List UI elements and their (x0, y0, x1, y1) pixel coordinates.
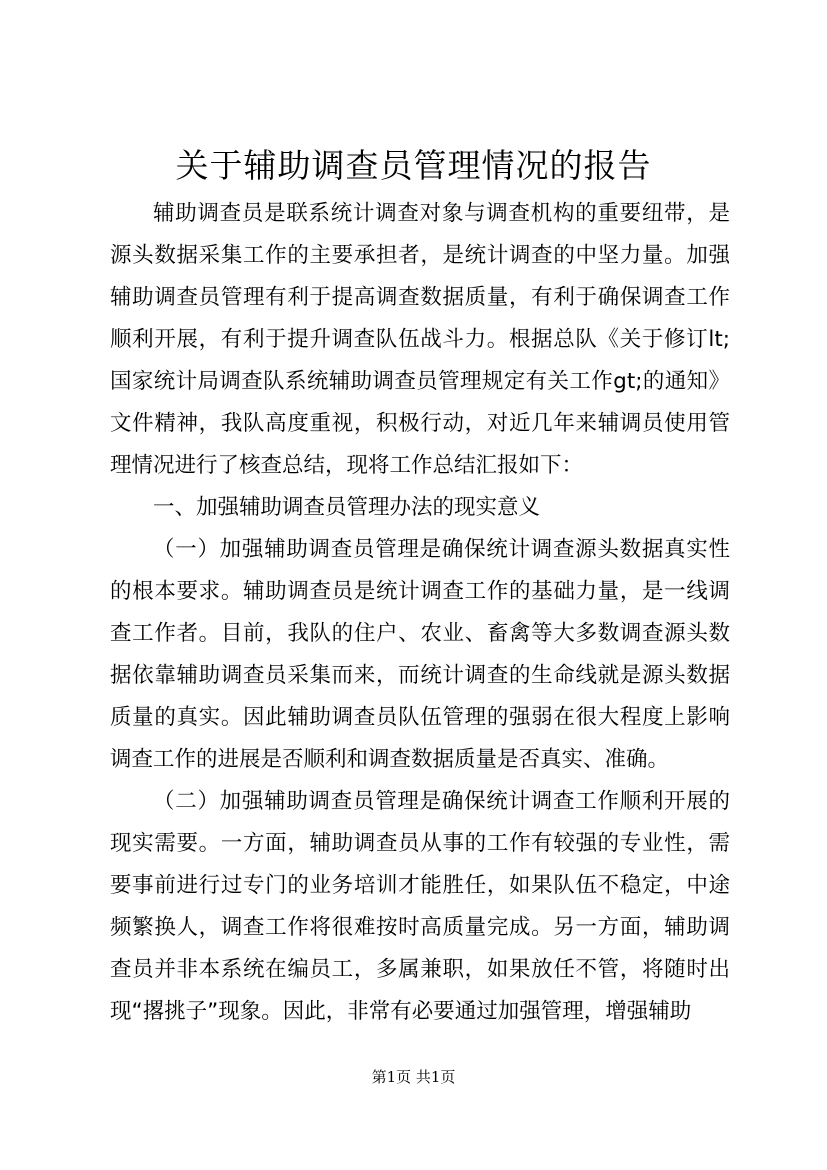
document-body (110, 193, 730, 1033)
document-title: 关于辅助调查员管理情况的报告 (175, 146, 652, 185)
section-heading: 一、加强辅助调查员管理办法的现实意义 (153, 495, 541, 520)
paragraph-point-two: （二）加强辅助调查员管理是确保统计调查工作顺利开展的现实需要。一方面，辅助调查员从事的工作有较强的专业性，需要事前进行过专门的业务培训才能胜任，如果队伍不稳定，中途频繁换人，调查工作将很难按时高质量完成。另一方面，辅助调查员并非本系统在编员工，多属兼职，如果放任不管，将随时出现“撂挑子”现象。因此，非常有必要通过加强管理，增强辅助 (110, 789, 730, 1024)
paragraph-point-one: （一）加强辅助调查员管理是确保统计调查源头数据真实性的根本要求。辅助调查员是统计调查工作的基础力量，是一线调查工作者。目前，我队的住户、农业、畜禽等大多数调查源头数据依靠辅助调查员采集而来，而统计调查的生命线就是源头数据质量的真实。因此辅助调查员队伍管理的强弱在很大程度上影响调查工作的进展是否顺利和调查数据质量是否真实、准确。 (110, 537, 730, 772)
paragraph-intro: 辅助调查员是联系统计调查对象与调查机构的重要纽带，是源头数据采集工作的主要承担者，是统计调查的中坚力量。加强辅助调查员管理有利于提高调查数据质量，有利于确保调查工作顺利开展，有利于提升调查队伍战斗力。根据总队《关于修订lt;国家统计局调查队系统辅助调查员管理规定有关工作gt;的通知》文件精神，我队高度重视，积极行动，对近几年来辅调员使用管理情况进行了核查总结，现将工作总结汇报如下： (110, 201, 730, 478)
page-footer: 第1页 共1页 (371, 1068, 456, 1086)
